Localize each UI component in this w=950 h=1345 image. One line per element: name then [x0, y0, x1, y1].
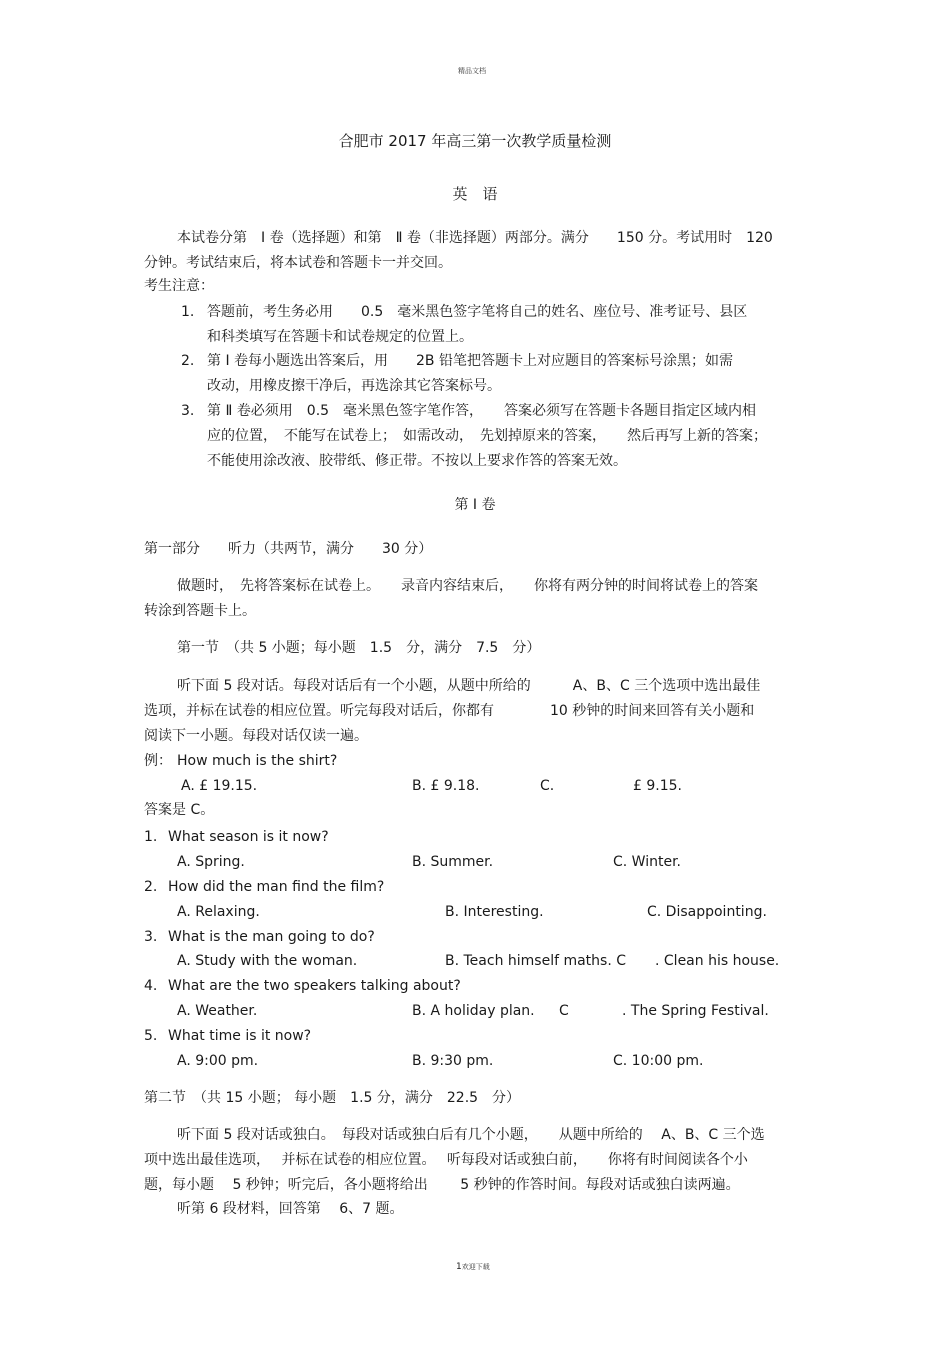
- option-c: C. Winter.: [613, 854, 681, 870]
- example-option-b: B. £ 9.18.: [412, 778, 480, 794]
- option-a: A. Spring.: [177, 854, 245, 870]
- example-option-c-text: £ 9.15.: [633, 778, 682, 794]
- question-number: 4.: [144, 978, 158, 994]
- example-option-a: A. £ 19.15.: [181, 778, 258, 794]
- page-number: 1: [456, 1262, 462, 1272]
- part1-heading: 第一部分 听力（共两节，满分 30 分）: [144, 541, 433, 557]
- notice-line: 第 Ⅰ 卷每小题选出答案后，用 2B 铅笔把答题卡上对应题目的答案标号涂黑；如需: [207, 353, 733, 369]
- question-text: What time is it now?: [168, 1028, 312, 1044]
- notice-line: 应的位置， 不能写在试卷上； 如需改动， 先划掉原来的答案， 然后再写上新的答案；: [207, 428, 767, 444]
- option-b: B. Teach himself maths. C: [445, 953, 627, 969]
- question-number: 1.: [144, 829, 158, 845]
- notice-label: 考生注意：: [144, 278, 214, 294]
- notice-line: 不能使用涂改液、胶带纸、修正带。不按以上要求作答的答案无效。: [207, 453, 627, 469]
- section1-heading: 第一节 （共 5 小题；每小题 1.5 分，满分 7.5 分）: [177, 640, 541, 656]
- exam-title: 合肥市 2017 年高三第一次教学质量检测: [338, 132, 612, 150]
- section2-instruction-line: 听下面 5 段对话或独白。 每段对话或独白后有几个小题， 从题中所给的 A、B、C 三个选: [177, 1127, 765, 1143]
- option-c: C. Disappointing.: [647, 904, 767, 920]
- option-c: . The Spring Festival.: [622, 1003, 769, 1019]
- question-text: What season is it now?: [168, 829, 329, 845]
- notice-number: 1.: [181, 304, 195, 320]
- notice-line: 改动，用橡皮擦干净后，再选涂其它答案标号。: [207, 378, 501, 394]
- question-text: How did the man find the film?: [168, 879, 385, 895]
- header-watermark: 精品文档: [458, 67, 486, 75]
- volume-title: 第 Ⅰ 卷: [454, 497, 496, 513]
- footer: [456, 1262, 490, 1272]
- notice-line: 和科类填写在答题卡和试卷规定的位置上。: [207, 329, 473, 345]
- section1-instruction-line: 选项，并标在试卷的相应位置。听完每段对话后，你都有 10 秒钟的时间来回答有关小题和: [144, 703, 755, 719]
- subject-title: 英 语: [452, 185, 498, 203]
- option-b: B. Summer.: [412, 854, 494, 870]
- intro-line-2: 分钟。考试结束后，将本试卷和答题卡一并交回。: [144, 255, 452, 271]
- footer-text: 欢迎下载: [461, 1263, 490, 1271]
- option-b: B. 9:30 pm.: [412, 1053, 494, 1069]
- question-text: What are the two speakers talking about?: [168, 978, 461, 994]
- example-label: 例：: [144, 753, 172, 769]
- part1-instruction-line: 转涂到答题卡上。: [144, 603, 256, 619]
- option-c: C. 10:00 pm.: [613, 1053, 704, 1069]
- section1-instruction-line: 听下面 5 段对话。每段对话后有一个小题，从题中所给的 A、B、C 三个选项中选出最佳: [177, 678, 761, 694]
- option-a: A. Relaxing.: [177, 904, 260, 920]
- notice-line: 第 Ⅱ 卷必须用 0.5 毫米黑色签字笔作答， 答案必须写在答题卡各题目指定区域内相: [207, 403, 757, 419]
- question-number: 5.: [144, 1028, 158, 1044]
- example-answer: 答案是 C。: [144, 802, 215, 818]
- notice-line: 答题前，考生务必用 0.5 毫米黑色签字笔将自己的姓名、座位号、准考证号、县区: [207, 304, 748, 320]
- option-b: B. Interesting.: [445, 904, 544, 920]
- option-a: A. Study with the woman.: [177, 953, 358, 969]
- part1-instruction-line: 做题时， 先将答案标在试卷上。 录音内容结束后， 你将有两分钟的时间将试卷上的答案: [177, 578, 758, 594]
- question-number: 2.: [144, 879, 158, 895]
- notice-number: 3.: [181, 403, 195, 419]
- example-question: How much is the shirt?: [177, 753, 338, 769]
- option-b: B. A holiday plan.: [412, 1003, 535, 1019]
- section2-instruction-line: 题，每小题 5 秒钟；听完后，各小题将给出 5 秒钟的作答时间。每段对话或独白读两遍。: [144, 1177, 740, 1193]
- option-a: A. Weather.: [177, 1003, 258, 1019]
- section2-heading: 第二节 （共 15 小题； 每小题 1.5 分，满分 22.5 分）: [144, 1090, 521, 1106]
- section2-instruction-line: 项中选出最佳选项， 并标在试卷的相应位置。 听每段对话或独白前， 你将有时间阅读各个小: [144, 1152, 748, 1168]
- option-c: . Clean his house.: [655, 953, 780, 969]
- option-c-letter: C: [559, 1003, 569, 1019]
- question-text: What is the man going to do?: [168, 929, 375, 945]
- section2-material-line: 听第 6 段材料，回答第 6、7 题。: [177, 1201, 404, 1217]
- question-number: 3.: [144, 929, 158, 945]
- section1-instruction-line: 阅读下一小题。每段对话仅读一遍。: [144, 728, 368, 744]
- option-a: A. 9:00 pm.: [177, 1053, 259, 1069]
- intro-line-1: 本试卷分第 Ⅰ 卷（选择题）和第 Ⅱ 卷（非选择题）两部分。满分 150 分。考试用时 120: [177, 230, 773, 246]
- example-option-c-letter: C.: [540, 778, 555, 794]
- notice-number: 2.: [181, 353, 195, 369]
